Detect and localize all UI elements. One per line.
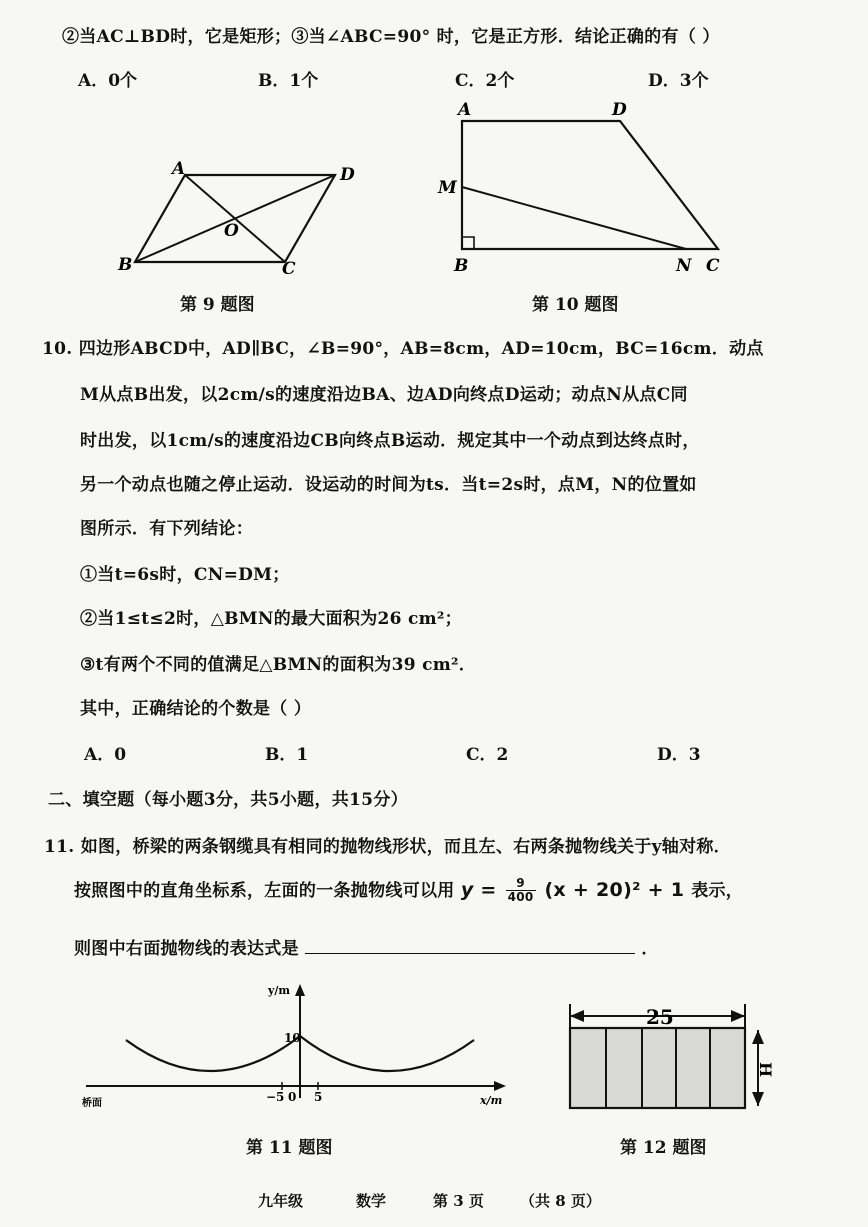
footer-subject: 数学 (356, 1192, 387, 1210)
figure-10-caption: 第 10 题图 (532, 295, 619, 315)
q10-option-a: A．0 (84, 745, 127, 765)
fig11-tick-neg5: −5 (266, 1090, 285, 1104)
x-axis-arrow (494, 1081, 506, 1091)
figure-9-caption: 第 9 题图 (180, 295, 255, 315)
figure-11-bridge-parabolas (78, 980, 518, 1110)
footer-total: （共 8 页） (520, 1192, 601, 1210)
q10-option-b: B．1 (265, 745, 309, 765)
figure-12-caption: 第 12 题图 (620, 1138, 707, 1158)
q9-option-d: D．3个 (648, 71, 709, 91)
fig9-label-b: B (118, 255, 133, 275)
fig12-height-label: H (756, 1062, 775, 1078)
fig10-label-m: M (438, 178, 457, 198)
fig9-label-d: D (340, 165, 355, 185)
diagonal-bd (135, 175, 335, 262)
fig10-label-d: D (612, 100, 627, 120)
q10-conclusion-2: ②当1≤t≤2时，△BMN的最大面积为26 cm²； (80, 609, 462, 629)
q9-option-a: A．0个 (78, 71, 138, 91)
fig10-label-b: B (454, 256, 469, 276)
q11-line-3-text: 则图中右面抛物线的表达式是 (74, 939, 299, 959)
q9-stem-line: ②当AC⊥BD时，它是矩形；③当∠ABC=90° 时，它是正方形．结论正确的有（ ） (62, 27, 720, 47)
footer-grade: 九年级 (258, 1192, 304, 1210)
figure-10-trapezoid (430, 95, 740, 285)
footer-page: 第 3 页 (433, 1192, 484, 1210)
fig10-label-a: A (458, 100, 472, 120)
height-dim-arrow-top (752, 1030, 764, 1044)
fig12-width-label: 25 (646, 1005, 674, 1029)
q10-question: 其中，正确结论的个数是（ ） (80, 699, 312, 719)
figure-12-rectangle (560, 990, 780, 1120)
q11-answer-blank[interactable] (305, 937, 635, 954)
right-angle-mark-b (462, 237, 474, 249)
fig11-tick-10: 10 (284, 1031, 301, 1045)
q10-option-d: D．3 (657, 745, 701, 765)
fig9-label-o: O (224, 221, 239, 241)
fig11-axis-y-label: y/m (268, 984, 291, 997)
fig10-label-n: N (676, 256, 692, 276)
q11-line-3 (74, 934, 659, 959)
right-parabola (300, 1036, 474, 1071)
trapezoid-abcd (462, 121, 718, 249)
y-axis-arrow (295, 984, 305, 996)
q11-formula-denominator: 400 (507, 890, 534, 904)
fig11-tick-5: 5 (314, 1090, 323, 1104)
q11-formula-rest: (x + 20)² + 1 (544, 879, 685, 901)
q11-formula-fraction (506, 877, 536, 904)
width-dim-arrow-right (731, 1010, 745, 1022)
segment-mn (462, 187, 686, 249)
q11-line-1: 11. 如图，桥梁的两条钢缆具有相同的抛物线形状，而且左、右两条抛物线关于y轴对称． (44, 837, 731, 857)
q11-formula-y: y = (460, 879, 497, 901)
q11-line-2-text: 按照图中的直角坐标系，左面的一条抛物线可以用 (74, 881, 455, 901)
q9-option-c: C．2个 (455, 71, 515, 91)
q10-line-1: 10. 四边形ABCD中，AD∥BC，∠B=90°，AB=8cm，AD=10cm，BC=16cm．动点 (42, 339, 764, 359)
q10-line-3: 时出发，以1cm/s的速度沿边CB向终点B运动．规定其中一个动点到达终点时， (80, 431, 700, 451)
q10-line-2: M从点B出发，以2cm/s的速度沿边BA、边AD向终点D运动；动点N从点C同 (80, 385, 688, 405)
fig11-tick-0: 0 (288, 1090, 297, 1104)
q10-conclusion-3: ③t有两个不同的值满足△BMN的面积为39 cm²． (80, 655, 477, 675)
q10-line-5: 图所示．有下列结论： (80, 519, 253, 539)
fig11-bridge-label: 桥面 (82, 1098, 102, 1109)
fig9-label-a: A (172, 159, 186, 179)
left-parabola (126, 1036, 300, 1071)
width-dim-arrow-left (570, 1010, 584, 1022)
fig10-label-c: C (706, 256, 720, 276)
fig11-axis-x-label: x/m (480, 1094, 503, 1107)
q11-formula (460, 876, 691, 904)
q9-option-b: B．1个 (258, 71, 319, 91)
q10-conclusion-1: ①当t=6s时，CN=DM； (80, 565, 290, 585)
q10-option-c: C．2 (466, 745, 509, 765)
section-2-heading: 二、填空题（每小题3分，共5小题，共15分） (48, 790, 408, 810)
figure-11-caption: 第 11 题图 (246, 1138, 333, 1158)
q11-line-2 (74, 876, 743, 904)
q10-line-4: 另一个动点也随之停止运动．设运动的时间为ts．当t=2s时，点M，N的位置如 (80, 475, 697, 495)
q11-line-2-end: 表示， (691, 881, 744, 901)
fence-rectangle (570, 1028, 745, 1108)
height-dim-arrow-bottom (752, 1092, 764, 1106)
fig9-label-c: C (282, 259, 296, 279)
q11-line-3-end: ． (641, 939, 659, 959)
q11-formula-numerator: 9 (506, 877, 536, 891)
figure-9-parallelogram (110, 150, 370, 280)
